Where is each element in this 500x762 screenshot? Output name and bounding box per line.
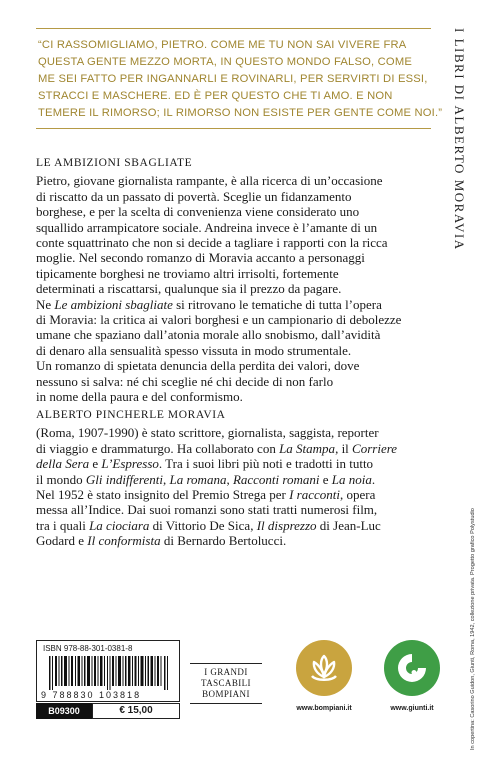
text-run: Godard e — [36, 533, 88, 549]
text-run: Nel 1952 è stato insignito del Premio Strega per — [36, 487, 290, 503]
product-code: B09300 — [36, 703, 92, 719]
text-line: di Moravia: la critica ai valori borghesi e un campionario di debolezze — [36, 312, 402, 328]
swirl-icon — [384, 640, 440, 696]
text-run: tra i quali — [36, 517, 90, 533]
quote-line: QUESTA GENTE MEZZO MORTA, IN QUESTO MONDO FALSO, COME — [38, 56, 413, 68]
quote-block — [36, 28, 443, 129]
text-line: di denaro alla sensualità spesso vissuta in modo strumentale. — [36, 342, 352, 358]
text-run: . — [371, 471, 376, 487]
title-italic: La noia — [331, 471, 372, 487]
book-title-italic: Le ambizioni sbagliate — [54, 296, 173, 312]
text-line: squallido arrampicatore sociale. Andreina invece è l’amante di un — [36, 219, 378, 235]
text-run: e — [89, 456, 102, 472]
barcode-digits: 9 788830 103818 — [41, 690, 142, 700]
title-italic: Il conformista — [87, 533, 161, 549]
series-title-vertical: I LIBRI DI ALBERTO MORAVIA — [452, 28, 467, 251]
title-italic: Corriere — [352, 440, 398, 456]
text-line — [36, 456, 436, 471]
title-italic: I racconti — [289, 487, 340, 503]
isbn-barcode-box — [36, 640, 180, 702]
text-line — [36, 518, 436, 533]
series-line: I GRANDI — [204, 667, 248, 677]
text-run: si ritrovano le tematiche di tutta l’opera — [172, 296, 382, 312]
title-italic: La romana — [169, 471, 227, 487]
author-name-heading: ALBERTO PINCHERLE MORAVIA — [36, 409, 226, 421]
giunti-logo-icon — [384, 640, 440, 696]
cover-credits: In copertina: Casorino Guidon, Giunti, Roma, 1942, collezione privata. Progetto grafico Polystudio — [470, 508, 476, 750]
text-run: Ne — [36, 296, 55, 312]
text-line: (Roma, 1907-1990) è stato scrittore, giornalista, saggista, reporter — [36, 425, 379, 441]
text-line: tipicamente borghesi ne troviamo altri irrisolti, fortemente — [36, 265, 339, 281]
text-line — [36, 533, 436, 548]
author-bio — [36, 408, 436, 549]
text-run: , — [163, 471, 170, 487]
book-title-heading: LE AMBIZIONI SBAGLIATE — [36, 157, 193, 169]
text-line: Un romanzo di spietata denuncia della perdita dei valori, dove — [36, 358, 360, 374]
text-line — [36, 297, 436, 312]
text-run: . Tra i suoi libri più noti e tradotti in tutto — [158, 456, 374, 472]
text-run: , — [226, 471, 233, 487]
quote-line: “CI RASSOMIGLIAMO, PIETRO. COME ME TU NON SAI VIVERE FRA — [38, 39, 407, 51]
text-line: di riscatto da un passato di povertà. Sceglie un fidanzamento — [36, 188, 352, 204]
text-line: messa all’Indice. Dai suoi romanzi sono stati tratti numerosi film, — [36, 502, 378, 518]
text-run: , opera — [340, 487, 376, 503]
text-run: di Bernardo Bertolucci. — [160, 533, 287, 549]
text-run: il mondo — [36, 471, 86, 487]
text-line — [36, 472, 436, 487]
text-line: determinati a riscattarsi, qualunque sia il prezzo da pagare. — [36, 281, 342, 297]
text-line: in nome della paura e del conformismo. — [36, 389, 243, 405]
text-line: umane che spaziano dall’atonia morale allo snobismo, dall’avidità — [36, 327, 381, 343]
text-line: Pietro, giovane giornalista rampante, è alla ricerca di un’occasione — [36, 173, 383, 189]
isbn-label: ISBN 978-88-301-0381-8 — [43, 644, 133, 653]
text-run: di Vittorio De Sica, — [149, 517, 257, 533]
text-run: , il — [335, 440, 353, 456]
series-line: BOMPIANI — [202, 689, 250, 699]
text-line — [36, 441, 436, 456]
text-run: di viaggio e drammaturgo. Ha collaborato con — [36, 440, 280, 456]
bompiani-logo-icon — [296, 640, 352, 696]
title-italic: Gli indifferenti — [85, 471, 163, 487]
giunti-url: www.giunti.it — [390, 705, 434, 712]
series-label — [190, 663, 262, 704]
title-italic: La Stampa — [279, 440, 336, 456]
quote-line: ME SEI FATTO PER INGANNARLI E ROVINARLI, PER SERVIRTI DI ESSI, — [38, 73, 428, 85]
text-line: borghese, e per la scelta di convenienza viene considerato uno — [36, 204, 360, 220]
title-italic: Il disprezzo — [256, 517, 317, 533]
title-italic: della Sera — [36, 456, 90, 472]
title-italic: L’Espresso — [101, 456, 159, 472]
lotus-icon — [296, 640, 352, 696]
text-line — [36, 487, 436, 502]
text-run: e — [319, 471, 332, 487]
quote-line: TEMERE IL RIMORSO; IL RIMORSO NON ESISTE PER GENTE COME NOI.” — [38, 107, 443, 119]
series-line: TASCABILI — [201, 678, 251, 688]
book-description — [36, 156, 436, 405]
price-tag: € 15,00 — [92, 703, 180, 719]
text-line: moglie. Nel secondo romanzo di Moravia accanto a personaggi — [36, 250, 365, 266]
text-line: conte squattrinato che non si decide a tagliare i rapporti con la ricca — [36, 235, 388, 251]
text-run: di Jean-Luc — [316, 517, 381, 533]
title-italic: Racconti romani — [232, 471, 320, 487]
barcode-graphic — [49, 656, 169, 690]
bompiani-url: www.bompiani.it — [296, 705, 352, 712]
text-line: nessuno si salva: né chi sceglie né chi decide di non farlo — [36, 373, 334, 389]
title-italic: La ciociara — [89, 517, 150, 533]
quote-line: STRACCI E MASCHERE. ED È PER QUESTO CHE TI AMO. E NON — [38, 90, 393, 102]
